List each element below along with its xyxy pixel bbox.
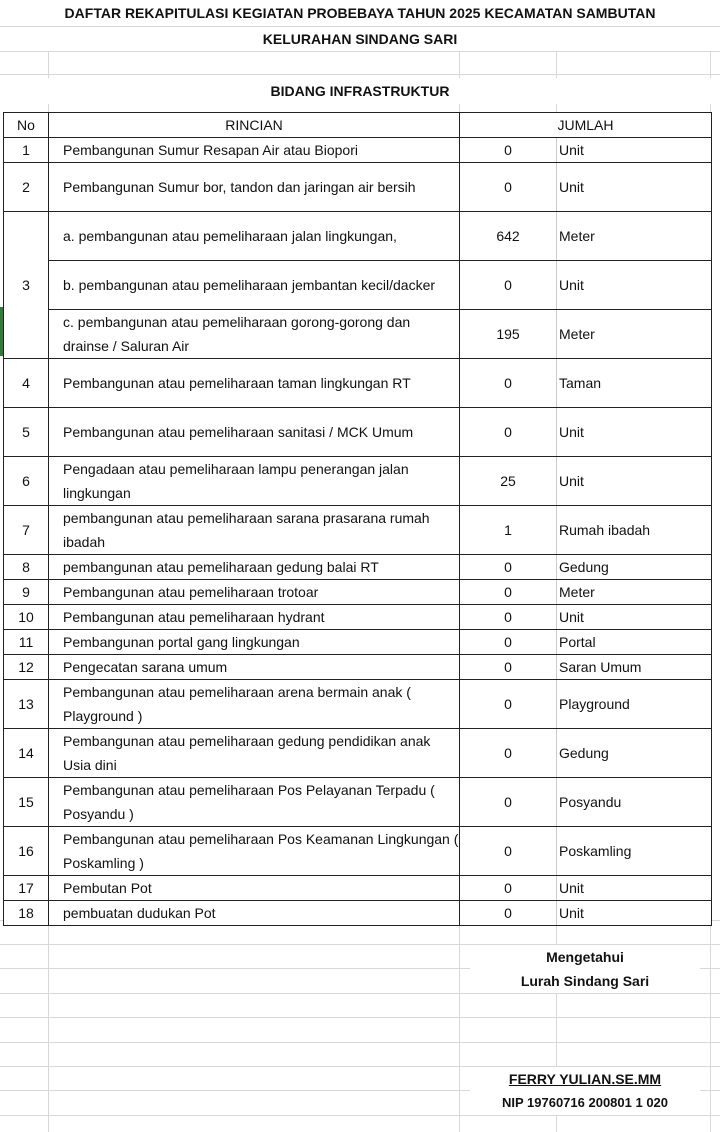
page-subtitle: KELURAHAN SINDANG SARI [0, 27, 720, 51]
row-satuan: Meter [557, 212, 712, 261]
signature-name [470, 1067, 700, 1091]
row-jumlah: 0 [460, 138, 557, 163]
table-row [4, 212, 712, 261]
row-jumlah: 25 [460, 457, 557, 506]
row-jumlah: 195 [460, 310, 557, 359]
row-no: 5 [4, 408, 49, 457]
row-no: 1 [4, 138, 49, 163]
row-satuan: Unit [557, 163, 712, 212]
row-rincian: Pembangunan atau pemeliharaan gedung pendidikan anak Usia dini [49, 729, 460, 778]
row-rincian: Pembangunan atau pemeliharaan Pos Keamanan Lingkungan ( Poskamling ) [49, 827, 460, 876]
row-jumlah: 0 [460, 630, 557, 655]
row-satuan: Unit [557, 901, 712, 926]
row-satuan: Gedung [557, 729, 712, 778]
row-rincian: b. pembangunan atau pemeliharaan jembantan kecil/dacker [49, 261, 460, 310]
table-row [4, 901, 712, 926]
row-jumlah: 0 [460, 605, 557, 630]
table-row [4, 605, 712, 630]
table-row [4, 555, 712, 580]
table-row [4, 729, 712, 778]
row-rincian: Pembangunan atau pemeliharaan trotoar [49, 580, 460, 605]
col-header-no: No [4, 113, 49, 138]
row-satuan: Taman [557, 359, 712, 408]
row-rincian: a. pembangunan atau pemeliharaan jalan lingkungan, [49, 212, 460, 261]
row-jumlah: 0 [460, 580, 557, 605]
row-no: 13 [4, 680, 49, 729]
row-satuan: Unit [557, 457, 712, 506]
row-no: 2 [4, 163, 49, 212]
section-title: BIDANG INFRASTRUKTUR [0, 78, 720, 104]
table-row [4, 876, 712, 901]
table-row [4, 138, 712, 163]
row-jumlah: 0 [460, 729, 557, 778]
signature-acknowledged: Mengetahui [470, 945, 700, 969]
row-rincian: Pembangunan Sumur bor, tandon dan jaringan air bersih [49, 163, 460, 212]
row-jumlah: 0 [460, 359, 557, 408]
table-row [4, 457, 712, 506]
row-rincian: pembuatan dudukan Pot [49, 901, 460, 926]
row-rincian: Pembangunan atau pemeliharaan taman lingkungan RT [49, 359, 460, 408]
table-row [4, 827, 712, 876]
row-rincian: pembangunan atau pemeliharaan sarana prasarana rumah ibadah [49, 506, 460, 555]
table-row [4, 506, 712, 555]
row-satuan: Saran Umum [557, 655, 712, 680]
row-satuan: Portal [557, 630, 712, 655]
row-satuan: Unit [557, 605, 712, 630]
col-header-jumlah: JUMLAH [460, 113, 712, 138]
table-row [4, 359, 712, 408]
table-row [4, 408, 712, 457]
row-satuan: Meter [557, 310, 712, 359]
row-rincian: Pengecatan sarana umum [49, 655, 460, 680]
signature-name-text: FERRY YULIAN.SE.MM [508, 1071, 662, 1087]
row-satuan: Playground [557, 680, 712, 729]
row-no: 12 [4, 655, 49, 680]
row-jumlah: 0 [460, 901, 557, 926]
row-satuan: Unit [557, 261, 712, 310]
row-rincian: Pembangunan atau pemeliharaan hydrant [49, 605, 460, 630]
row-satuan: Unit [557, 138, 712, 163]
row-no: 11 [4, 630, 49, 655]
row-no: 18 [4, 901, 49, 926]
row-jumlah: 0 [460, 778, 557, 827]
row-no: 4 [4, 359, 49, 408]
row-satuan: Posyandu [557, 778, 712, 827]
row-satuan: Meter [557, 580, 712, 605]
row-no: 8 [4, 555, 49, 580]
row-jumlah: 0 [460, 261, 557, 310]
row-rincian: Pembangunan Sumur Resapan Air atau Biopori [49, 138, 460, 163]
row-rincian: Pembangunan atau pemeliharaan arena bermain anak ( Playground ) [49, 680, 460, 729]
row-jumlah: 0 [460, 555, 557, 580]
row-rincian: Pembangunan atau pemeliharaan sanitasi / MCK Umum [49, 408, 460, 457]
row-satuan: Unit [557, 876, 712, 901]
row-satuan: Gedung [557, 555, 712, 580]
table-row [4, 680, 712, 729]
row-no: 16 [4, 827, 49, 876]
col-header-rincian: RINCIAN [49, 113, 460, 138]
table-row [4, 261, 712, 310]
row-no: 14 [4, 729, 49, 778]
row-jumlah: 0 [460, 163, 557, 212]
row-no: 15 [4, 778, 49, 827]
recap-table [3, 112, 712, 926]
row-no: 3 [4, 212, 49, 359]
row-jumlah: 0 [460, 655, 557, 680]
table-row [4, 655, 712, 680]
row-satuan: Unit [557, 408, 712, 457]
row-jumlah: 0 [460, 408, 557, 457]
table-row [4, 630, 712, 655]
table-row [4, 163, 712, 212]
row-rincian: Pengadaan atau pemeliharaan lampu penerangan jalan lingkungan [49, 457, 460, 506]
row-no: 9 [4, 580, 49, 605]
table-row [4, 310, 712, 359]
row-satuan: Poskamling [557, 827, 712, 876]
signature-nip: NIP 19760716 200801 1 020 [470, 1091, 700, 1115]
row-rincian: Pembangunan portal gang lingkungan [49, 630, 460, 655]
row-jumlah: 0 [460, 680, 557, 729]
row-jumlah: 0 [460, 827, 557, 876]
row-rincian: Pembangunan atau pemeliharaan Pos Pelayanan Terpadu ( Posyandu ) [49, 778, 460, 827]
table-row [4, 778, 712, 827]
table-header-row [4, 113, 712, 138]
table-row [4, 580, 712, 605]
row-no: 7 [4, 506, 49, 555]
page-title: DAFTAR REKAPITULASI KEGIATAN PROBEBAYA TAHUN 2025 KECAMATAN SAMBUTAN [0, 0, 720, 26]
row-rincian: pembangunan atau pemeliharaan gedung balai RT [49, 555, 460, 580]
row-satuan: Rumah ibadah [557, 506, 712, 555]
row-jumlah: 642 [460, 212, 557, 261]
row-jumlah: 1 [460, 506, 557, 555]
row-jumlah: 0 [460, 876, 557, 901]
row-no: 10 [4, 605, 49, 630]
row-rincian: Pembutan Pot [49, 876, 460, 901]
row-no: 6 [4, 457, 49, 506]
row-no: 17 [4, 876, 49, 901]
signature-position: Lurah Sindang Sari [470, 969, 700, 993]
row-rincian: c. pembangunan atau pemeliharaan gorong-gorong dan drainse / Saluran Air [49, 310, 460, 359]
